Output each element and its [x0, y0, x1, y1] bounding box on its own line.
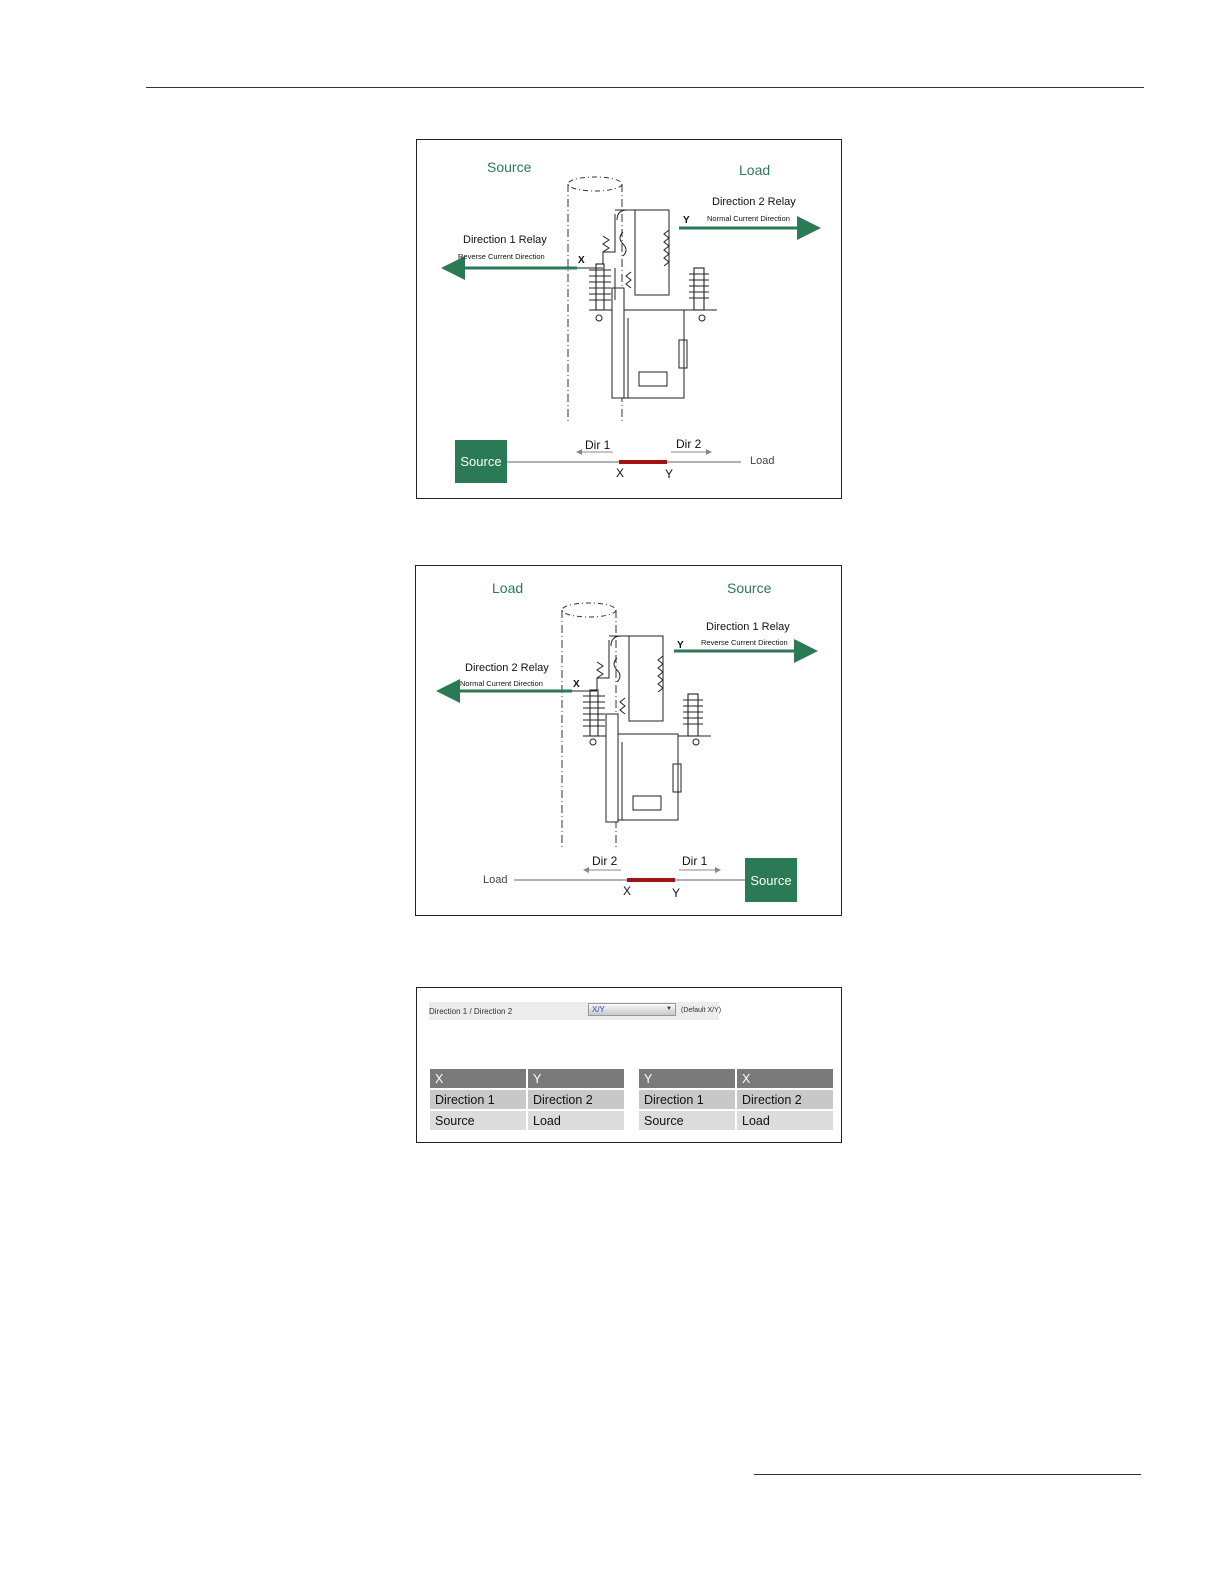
right-relay-subtitle: Reverse Current Direction [701, 638, 788, 647]
x-label: X [616, 466, 625, 480]
load-label: Load [492, 580, 524, 596]
left-relay-title: Direction 2 Relay [465, 662, 549, 674]
footer-rule [754, 1474, 1141, 1475]
table-cell: Direction 2 [528, 1090, 624, 1109]
direction-select-value: X/Y [592, 1005, 605, 1014]
table-cell: Y [639, 1069, 735, 1088]
mapping-table-xy [428, 1067, 626, 1132]
terminal-y: Y [683, 215, 690, 226]
source-box: Source [745, 858, 797, 902]
left-relay-subtitle: Reverse Current Direction [458, 252, 545, 261]
end-load-label: Load [750, 455, 775, 467]
table-cell: Load [737, 1111, 833, 1130]
table-row [430, 1090, 624, 1109]
dir-right-label: Dir 1 [682, 854, 708, 868]
table-row [639, 1090, 833, 1109]
left-relay-subtitle: Normal Current Direction [460, 679, 543, 688]
table-row [639, 1111, 833, 1130]
table-cell: Direction 1 [430, 1090, 526, 1109]
x-label: X [623, 884, 632, 898]
table-cell: Source [430, 1111, 526, 1130]
table-header-row [639, 1069, 833, 1088]
terminal-y: Y [677, 640, 684, 651]
terminal-x: X [578, 255, 585, 266]
left-relay-title: Direction 1 Relay [463, 234, 547, 246]
table-cell: X [430, 1069, 526, 1088]
header-rule [146, 87, 1144, 88]
source-label: Source [487, 159, 532, 175]
default-note: (Default X/Y) [681, 1007, 722, 1014]
y-label: Y [665, 467, 674, 481]
figure-source-right [415, 565, 842, 916]
dir-right-label: Dir 2 [676, 437, 702, 451]
direction-select[interactable] [588, 1003, 676, 1016]
y-label: Y [672, 886, 681, 900]
direction-setting-label: Direction 1 / Direction 2 [429, 1007, 513, 1016]
table-row [430, 1111, 624, 1130]
dir-left-label: Dir 1 [585, 438, 611, 452]
table-cell: Source [639, 1111, 735, 1130]
table-header-row [430, 1069, 624, 1088]
terminal-x: X [573, 679, 580, 690]
recloser-icon [589, 210, 717, 398]
table-cell: Direction 1 [639, 1090, 735, 1109]
load-label: Load [739, 162, 771, 178]
direction-settings-panel [416, 987, 842, 1143]
table-cell: X [737, 1069, 833, 1088]
right-relay-title: Direction 2 Relay [712, 196, 796, 208]
mapping-table-yx [637, 1067, 835, 1132]
dir-left-label: Dir 2 [592, 854, 618, 868]
table-cell: Y [528, 1069, 624, 1088]
right-relay-subtitle: Normal Current Direction [707, 214, 790, 223]
recloser-icon [583, 636, 711, 822]
table-cell: Load [528, 1111, 624, 1130]
figure-source-left [416, 139, 842, 499]
end-load-label: Load [483, 874, 508, 886]
right-relay-title: Direction 1 Relay [706, 621, 790, 633]
source-box: Source [455, 440, 507, 483]
chevron-down-icon: ▼ [666, 1006, 672, 1012]
source-label: Source [727, 580, 772, 596]
table-cell: Direction 2 [737, 1090, 833, 1109]
